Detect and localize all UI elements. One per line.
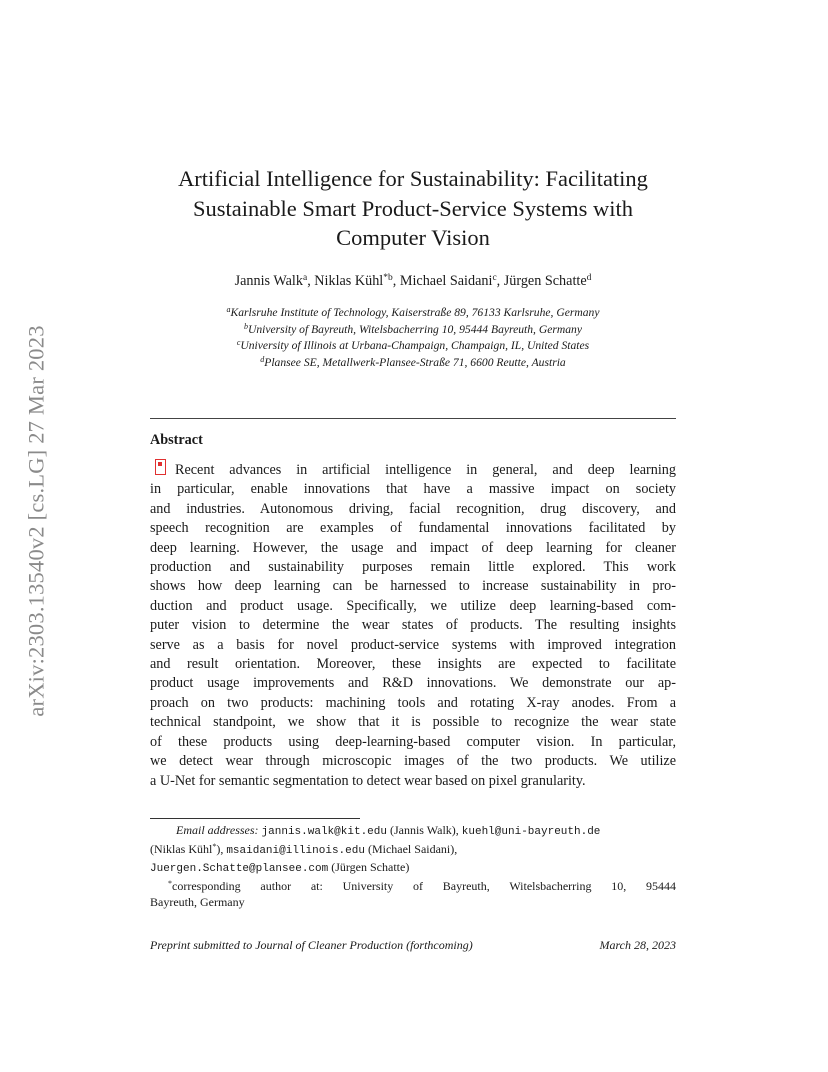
annotation-marker-icon[interactable] bbox=[155, 459, 166, 475]
affiliation-text: Plansee SE, Metallwerk-Plansee-Straße 71, 6600 Reutte, Austria bbox=[264, 355, 566, 369]
affiliation-item bbox=[150, 355, 676, 372]
abstract-body bbox=[150, 459, 676, 791]
corresponding-mark: * bbox=[168, 878, 172, 888]
email-owner-close: ), bbox=[216, 841, 224, 856]
abstract-line: puter vision to determine the wear states of products. The resulting insights bbox=[150, 617, 676, 634]
abstract-line: we detect wear through microscopic images of the two products. We utilize bbox=[150, 753, 676, 770]
abstract-line: product usage improvements and R&D innovations. We demonstrate our ap- bbox=[150, 675, 676, 692]
author-list: Jannis Walk$^a$, Niklas Kühl$^{*b}$, Michael Saidani$^c$, Jürgen Schatte$^d$ bbox=[234, 273, 592, 289]
email-footnote-line bbox=[150, 841, 676, 860]
abstract-line: duction and product usage. Specifically, we utilize deep learning-based com- bbox=[150, 597, 676, 614]
email-link[interactable]: msaidani@illinois.edu bbox=[226, 844, 365, 857]
paper-title bbox=[150, 164, 676, 253]
abstract-line bbox=[150, 459, 676, 480]
abstract-line: and result orientation. Moreover, these insights are expected to facilitate bbox=[150, 656, 676, 673]
email-footnote-line bbox=[150, 822, 676, 841]
preprint-date: March 28, 2023 bbox=[599, 938, 676, 952]
abstract-line: and industries. Autonomous driving, facial recognition, drug discovery, and bbox=[150, 500, 676, 517]
email-label: Email addresses: bbox=[176, 823, 259, 837]
author-affiliation-mark: d bbox=[586, 273, 592, 283]
affiliation-item bbox=[150, 322, 676, 339]
preprint-footer bbox=[150, 938, 676, 953]
arxiv-sidebar-stamp bbox=[24, 283, 50, 758]
affiliation-item bbox=[150, 338, 676, 355]
abstract-line: speech recognition are examples of fundamental innovations facilitated by bbox=[150, 520, 676, 537]
affiliation-mark: a bbox=[226, 305, 231, 314]
abstract-line: a U-Net for semantic segmentation to detect wear based on pixel granularity. bbox=[150, 772, 586, 789]
title-line-2: Sustainable Smart Product-Service Systems with bbox=[193, 195, 633, 221]
affiliation-mark: d bbox=[260, 354, 265, 364]
affiliation-mark: c bbox=[236, 338, 241, 347]
email-link[interactable]: kuehl@uni-bayreuth.de bbox=[461, 826, 601, 838]
affiliation-text: Karlsruhe Institute of Technology, Kaiserstraße 89, 76133 Karlsruhe, Germany bbox=[230, 306, 600, 319]
abstract-line: production and sustainability purposes remain little explored. This work bbox=[150, 559, 676, 576]
footnote-rule bbox=[150, 818, 360, 819]
author-name: Michael Saidani bbox=[399, 273, 493, 289]
author-name: Niklas Kühl bbox=[314, 273, 384, 289]
email-link[interactable]: Juergen.Schatte@plansee.com bbox=[150, 863, 329, 875]
author-affiliation-mark: c bbox=[492, 273, 497, 283]
corresponding-footnote-line bbox=[150, 878, 676, 895]
footnotes bbox=[150, 822, 676, 911]
email-owner: (Niklas Kühl bbox=[150, 841, 213, 856]
author-affiliation-mark: a bbox=[302, 273, 308, 283]
affiliation-item bbox=[150, 305, 676, 322]
affiliation-list bbox=[150, 305, 676, 371]
author-name: Jürgen Schatte bbox=[503, 273, 587, 289]
affiliation-text: University of Bayreuth, Witelsbacherring 10, 95444 Bayreuth, Germany bbox=[247, 322, 582, 336]
corresponding-text: corresponding author at: University of Bayreuth, Witelsbacherring 10, 95444 bbox=[172, 878, 676, 893]
abstract-line: deep learning. However, the usage and impact of deep learning for cleaner bbox=[150, 539, 676, 556]
affiliation-mark: b bbox=[243, 321, 248, 331]
abstract-line: proach on two products: machining tools and rotating X-ray anodes. From a bbox=[150, 694, 676, 711]
affiliation-text: University of Illinois at Urbana-Champaign, Champaign, IL, United States bbox=[240, 339, 590, 352]
abstract-line-text: Recent advances in artificial intelligence in general, and deep learning bbox=[175, 462, 676, 478]
email-link[interactable]: jannis.walk@kit.edu bbox=[261, 826, 387, 838]
preprint-journal: Preprint submitted to Journal of Cleaner Production (forthcoming) bbox=[150, 938, 473, 952]
email-owner: (Michael Saidani), bbox=[367, 841, 458, 856]
email-footnote-line bbox=[150, 859, 676, 878]
abstract-top-rule bbox=[150, 418, 676, 419]
email-owner: (Jannis Walk), bbox=[389, 823, 459, 837]
arxiv-identifier: arXiv:2303.13540v2 [cs.LG] 27 Mar 2023 bbox=[24, 324, 50, 717]
abstract-line: of these products using deep-learning-based computer vision. In particular, bbox=[150, 733, 676, 750]
author-affiliation-mark: *b bbox=[383, 273, 393, 283]
title-line-1: Artificial Intelligence for Sustainability: Facilitating bbox=[178, 166, 648, 191]
abstract-line: serve as a basis for novel product-service systems with improved integration bbox=[150, 636, 676, 653]
title-line-3: Computer Vision bbox=[336, 225, 490, 250]
abstract-heading: Abstract bbox=[150, 432, 203, 448]
abstract-line: shows how deep learning can be harnessed to increase sustainability in pro- bbox=[150, 578, 676, 595]
abstract-line: in particular, enable innovations that have a massive impact on society bbox=[150, 481, 676, 498]
abstract-line: technical standpoint, we show that it is possible to recognize the wear state bbox=[150, 714, 676, 731]
email-owner: (Jürgen Schatte) bbox=[331, 860, 410, 874]
corresponding-mark: * bbox=[212, 841, 217, 851]
author-name: Jannis Walk bbox=[234, 273, 303, 289]
corresponding-footnote-line: Bayreuth, Germany bbox=[150, 895, 245, 909]
